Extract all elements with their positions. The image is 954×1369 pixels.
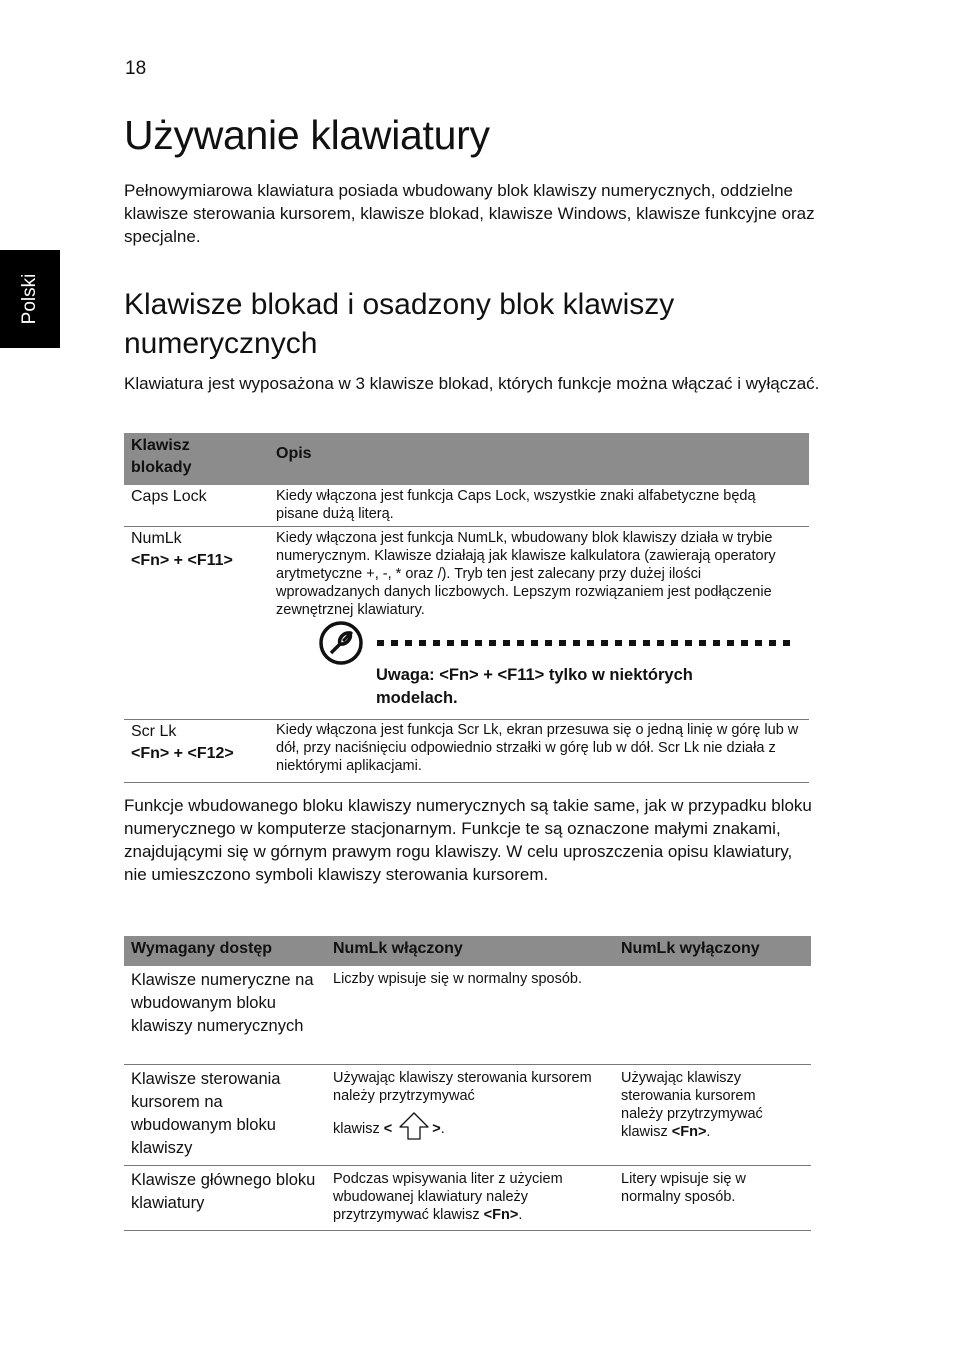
section-title: Klawisze blokad i osadzony blok klawiszy numerycznych xyxy=(124,288,675,360)
row-numlk-on xyxy=(333,1170,603,1224)
table-row xyxy=(124,720,809,783)
page-number: 18 xyxy=(125,58,147,79)
header-lock-key: Klawisz blokady xyxy=(131,437,192,476)
shift-arrow-icon xyxy=(398,1111,430,1141)
table-row xyxy=(124,527,809,720)
row-description: Kiedy włączona jest funkcja NumLk, wbudowany blok klawiszy działa w trybie numerycznym. Klawisze działają jak klawisze kalkulatora (zawierają operatory arytmetyczne +, -, * oraz /). Tryb ten jest zalecany przy dużej ilości wprowadzanych danych liczbowych. Lepszym rozwiązaniem jest podłączenie zewnętrznej klawiatury. xyxy=(276,530,776,618)
header-numlk-on: NumLk włączony xyxy=(333,940,463,957)
language-label: Polski xyxy=(19,273,40,325)
row-description: Kiedy włączona jest funkcja Scr Lk, ekran przesuwa się o jedną linię w górę lub w dół, przy naciśnięciu odpowiednio strzałki w górę lub w dół. Scr Lk nie działa z niektórymi aplikacjami. xyxy=(276,722,799,774)
row-key: NumLk xyxy=(131,530,182,547)
row-key: Scr Lk xyxy=(131,723,177,740)
row-access: Klawisze sterowania kursorem na wbudowanym bloku klawiszy xyxy=(131,1070,281,1157)
table-header xyxy=(124,936,811,966)
row-numlk-off: Litery wpisuje się w normalny sposób. xyxy=(621,1171,746,1205)
table-row xyxy=(124,966,811,1065)
row-numlk-off xyxy=(621,1069,801,1141)
row-numlk-on-text: Podczas wpisywania liter z użyciem wbudowanej klawiatury należy przytrzymywać klawisz xyxy=(333,1171,563,1223)
key-bracket-close: > xyxy=(432,1121,441,1137)
row-access: Klawisze numeryczne na wbudowanym bloku klawiszy numerycznych xyxy=(131,971,314,1035)
numpad-paragraph: Funkcje wbudowanego bloku klawiszy numerycznych są takie same, jak w przypadku bloku numerycznego w komputerze stacjonarnym. Funkcje te są oznaczone małymi znakami, znajdującymi się w górnym prawym rogu klawiszy. W celu uproszczenia opisu klawiatury, nie umieszczono symboli klawiszy sterowania kursorem. xyxy=(124,796,812,884)
header-access: Wymagany dostęp xyxy=(131,940,273,957)
note-text: Uwaga: <Fn> + <F11> tylko w niektórych modelach. xyxy=(376,666,693,707)
period: . xyxy=(706,1124,711,1140)
key-bracket-open: < xyxy=(383,1121,393,1137)
table-header xyxy=(124,433,809,485)
row-numlk-on-text: Używając klawiszy sterowania kursorem należy przytrzymywać xyxy=(333,1070,592,1104)
table-row xyxy=(124,1166,811,1231)
row-access: Klawisze głównego bloku klawiatury xyxy=(131,1171,316,1212)
row-description: Kiedy włączona jest funkcja Caps Lock, wszystkie znaki alfabetyczne będą pisane dużą literą. xyxy=(276,488,756,522)
period: . xyxy=(440,1121,445,1137)
row-numlk-on: Liczby wpisuje się w normalny sposób. xyxy=(333,971,583,987)
note-icon xyxy=(318,620,364,666)
language-side-tab xyxy=(0,250,60,348)
row-key-combo: <Fn> + <F11> xyxy=(131,552,233,569)
table-row xyxy=(124,485,809,527)
page-title: Używanie klawiatury xyxy=(124,112,490,158)
fn-key-label: <Fn> xyxy=(671,1124,707,1140)
row-key: Caps Lock xyxy=(131,488,207,505)
header-description: Opis xyxy=(276,445,312,462)
fn-key-label: <Fn> xyxy=(483,1207,519,1223)
lock-keys-table xyxy=(124,433,809,783)
period: . xyxy=(518,1207,523,1223)
note-divider xyxy=(377,640,797,646)
row-numlk-off-text: Używając klawiszy sterowania kursorem należy przytrzymywać klawisz xyxy=(621,1070,763,1140)
table-row xyxy=(124,1065,811,1166)
header-numlk-off: NumLk wyłączony xyxy=(621,940,760,957)
intro-paragraph: Pełnowymiarowa klawiatura posiada wbudowany blok klawiszy numerycznych, oddzielne klawisze sterowania kursorem, klawisze blokad, klawisze Windows, klawisze funkcyjne oraz specjalne. xyxy=(124,181,815,246)
access-table xyxy=(124,936,811,1231)
key-word: klawisz xyxy=(333,1121,380,1137)
row-numlk-on xyxy=(333,1069,603,1141)
section-intro-paragraph: Klawiatura jest wyposażona w 3 klawisze blokad, których funkcje można włączać i wyłączać. xyxy=(124,374,820,393)
row-key-combo: <Fn> + <F12> xyxy=(131,745,234,762)
